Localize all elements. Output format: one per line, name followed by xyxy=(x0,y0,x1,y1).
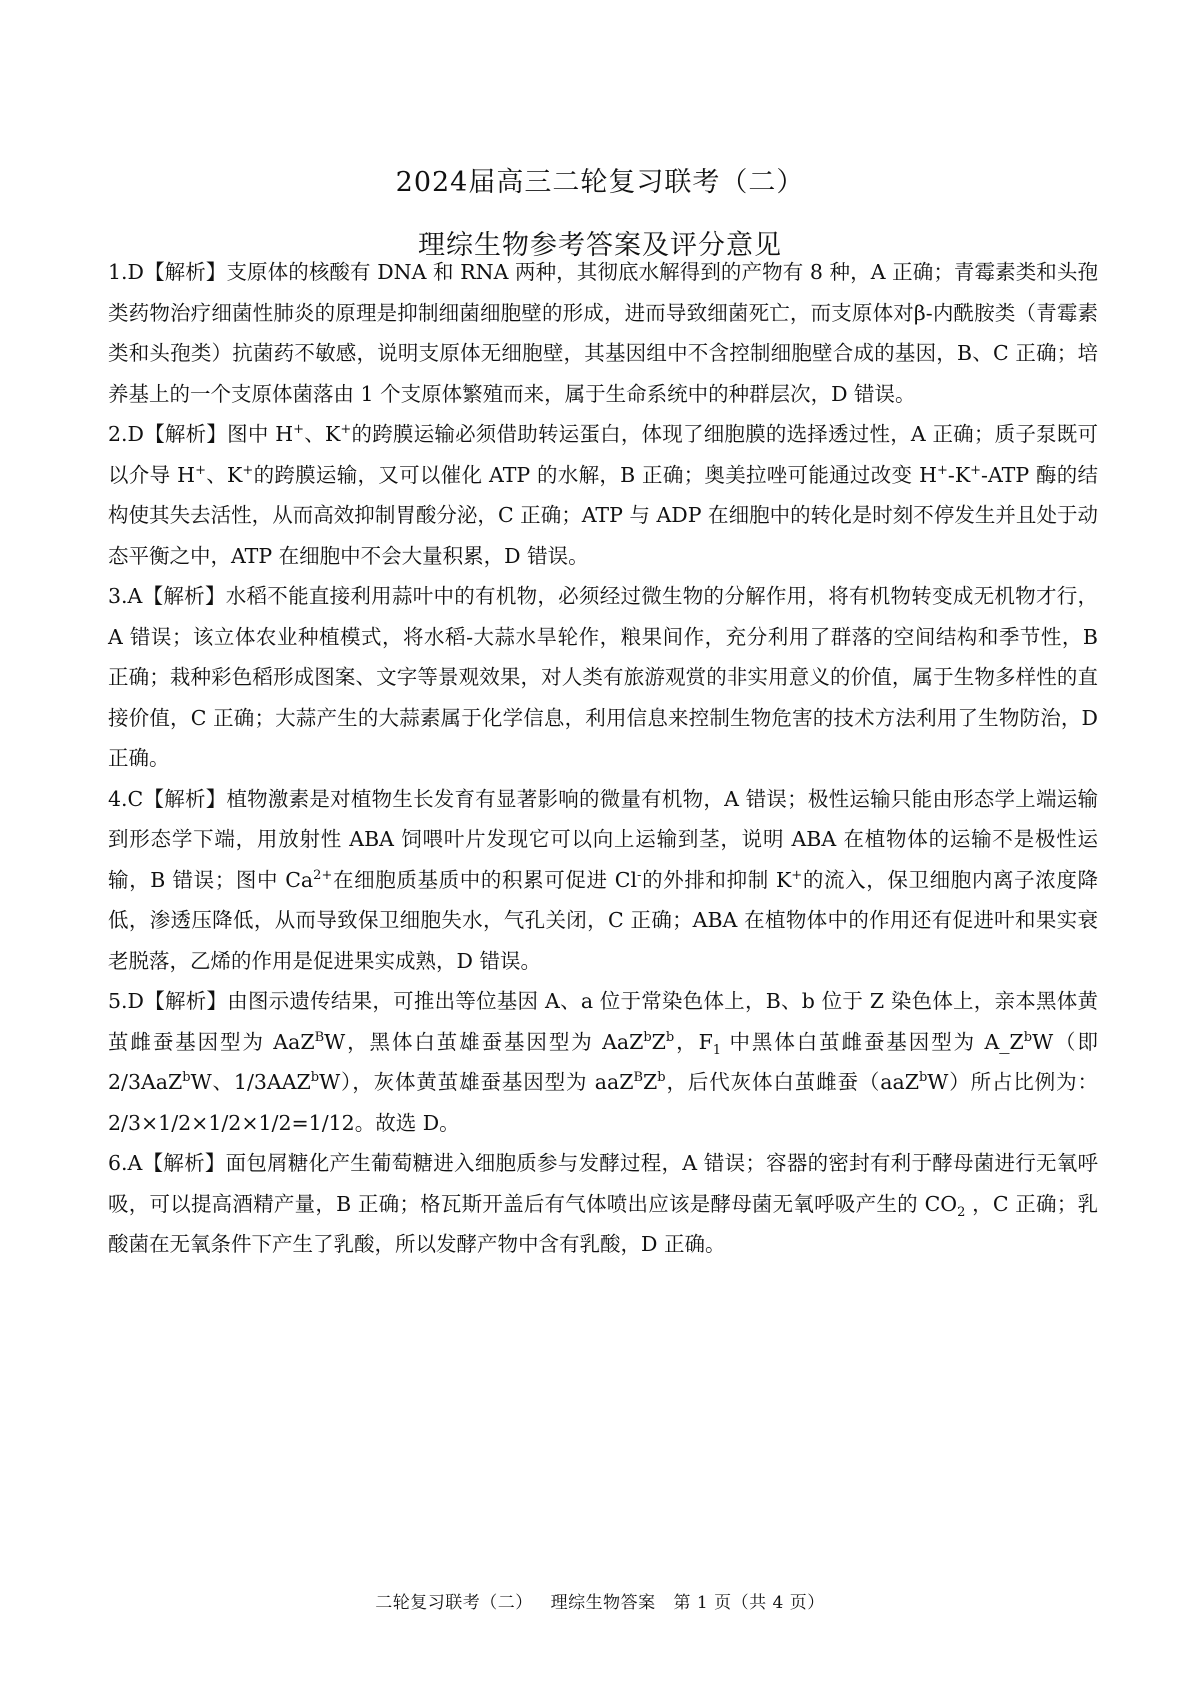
answer-2-text-0: 图中 H xyxy=(227,422,294,446)
page-footer xyxy=(0,1588,1200,1613)
answer-1 xyxy=(108,252,1098,414)
answer-3-text: 水稻不能直接利用蒜叶中的有机物，必须经过微生物的分解作用，将有机物转变成无机物才行，A 错误；该立体农业种植模式，将水稻-大蒜水旱轮作，粮果间作，充分利用了群落的空间结构和季节性，B 正确；栽种彩色稻形成图案、文字等景观效果，对人类有旅游观赏的非实用意义的价值，属于生物多样性的直接价值，C 正确；大蒜产生的大蒜素属于化学信息，利用信息来控制生物危害的技术方法利用了生物防治，D 正确。 xyxy=(108,584,1099,770)
answer-2-sup-7: + xyxy=(242,462,254,478)
answer-5-sup-13: b xyxy=(310,1070,320,1086)
answer-2-sup-11: + xyxy=(970,462,982,478)
answer-2-sup-1: + xyxy=(293,422,305,438)
answer-5-text-8: 中黑体白茧雌蚕基因型为 A_Z xyxy=(721,1029,1024,1054)
answer-4-sup-5: + xyxy=(791,867,803,883)
answer-5-text-0: 由图示遗传结果，可推出等位基因 A、a 位于常染色体上，B、b 位于 Z 染色体上，亲本黑体黄茧雌蚕基因型为 AaZ xyxy=(108,989,1099,1054)
answer-5-sub-7: 1 xyxy=(712,1042,722,1058)
answer-4 xyxy=(108,779,1098,982)
answer-5-text-20: W）所占比例为：2/3×1/2×1/2×1/2=1/12。故选 D。 xyxy=(108,1070,1099,1135)
answer-5-lead: 5.D【解析】 xyxy=(108,989,228,1013)
answer-5-sup-15: B xyxy=(633,1070,644,1086)
answer-1-lead: 1.D【解析】 xyxy=(108,260,227,284)
answer-2-sup-5: + xyxy=(195,462,206,478)
answer-5-sup-17: b xyxy=(657,1070,666,1086)
answer-2 xyxy=(108,414,1098,576)
answer-6-sub-1: 2 xyxy=(957,1204,966,1220)
answer-4-text-6: 的流入，保卫细胞内离子浓度降低，渗透压降低，从而导致保卫细胞失水，气孔关闭，C 正确；ABA 在植物体中的作用还有促进叶和果实衰老脱落，乙烯的作用是促进果实成熟，D 错误。 xyxy=(108,867,1098,973)
footer-subject: 理综生物答案 xyxy=(550,1593,656,1613)
answer-5-text-18: ，后代灰体白茧雌蚕（aaZ xyxy=(665,1070,919,1094)
footer-page-number: 第 1 页（共 4 页） xyxy=(673,1593,825,1613)
answer-2-text-8: 的跨膜运输，又可以催化 ATP 的水解，B 正确；奥美拉唑可能通过改变 H xyxy=(253,462,937,487)
answer-4-text-2: 在细胞质基质中的积累可促进 Cl xyxy=(332,867,638,892)
answer-5-text-12: W、1/3AAZ xyxy=(190,1070,311,1094)
answer-6-lead: 6.A【解析】 xyxy=(108,1151,226,1175)
document-title: 2024届高三二轮复习联考（二） xyxy=(395,167,805,198)
answer-5-text-2: W，黑体白茧雄蚕基因型为 AaZ xyxy=(324,1029,644,1054)
answer-list xyxy=(108,252,1098,1265)
answer-3-lead: 3.A【解析】 xyxy=(108,584,226,608)
answer-2-text-6: 、K xyxy=(205,462,243,487)
answer-4-sup-1: 2+ xyxy=(313,867,333,883)
answer-4-lead: 4.C【解析】 xyxy=(108,786,227,811)
answer-2-text-4: 的跨膜运输必须借助转运蛋白，体现了细胞膜的选择透过性，A 正确；质子泵既可以介导 H xyxy=(108,422,1098,487)
answer-5-sup-19: b xyxy=(918,1070,928,1086)
answer-6-text-2: ，C 正确；乳酸菌在无氧条件下产生了乳酸，所以发酵产物中含有乳酸，D 正确。 xyxy=(108,1191,1098,1256)
answer-2-text-10: -K xyxy=(947,462,971,487)
answer-2-text-2: 、K xyxy=(304,422,341,446)
answer-6-text-0: 面包屑糖化产生葡萄糖进入细胞质参与发酵过程，A 错误；容器的密封有利于酵母菌进行无氧呼吸，可以提高酒精产量，B 正确；格瓦斯开盖后有气体喷出应该是酵母菌无氧呼吸产生的 CO xyxy=(108,1151,1098,1216)
answer-5-text-16: Z xyxy=(643,1070,658,1094)
answer-5-text-6: ，F xyxy=(674,1029,713,1054)
answer-5 xyxy=(108,981,1098,1143)
answer-2-text-12: -ATP 酶的结构使其失去活性，从而高效抑制胃酸分泌，C 正确；ATP 与 ADP 在细胞中的转化是时刻不停发生并且处于动态平衡之中，ATP 在细胞中不会大量积累，D 错误。 xyxy=(108,462,1099,568)
answer-5-text-10: W（即 2/3AaZ xyxy=(108,1029,1098,1094)
document-subtitle: 理综生物参考答案及评分意见 xyxy=(418,230,782,261)
answer-5-sup-1: B xyxy=(314,1029,325,1045)
answer-4-sup-3: - xyxy=(637,867,642,883)
answer-5-sup-11: b xyxy=(182,1070,191,1086)
answer-5-sup-9: b xyxy=(1023,1029,1033,1045)
answer-4-text-4: 的外排和抑制 K xyxy=(641,867,792,892)
answer-6 xyxy=(108,1143,1098,1265)
answer-5-text-4: Z xyxy=(651,1029,666,1054)
answer-2-lead: 2.D【解析】 xyxy=(108,422,228,446)
answer-4-text-0: 植物激素是对植物生长发育有显著影响的微量有机物，A 错误；极性运输只能由形态学上端运输到形态学下端，用放射性 ABA 饲喂叶片发现它可以向上运输到茎，说明 ABA 在植物体的运输不是极性运输，B 错误；图中 Ca xyxy=(108,786,1098,892)
answer-2-sup-3: + xyxy=(340,422,352,438)
answer-5-text-14: W），灰体黄茧雄蚕基因型为 aaZ xyxy=(319,1070,634,1094)
answer-5-sup-5: b xyxy=(665,1029,675,1045)
footer-exam-name: 二轮复习联考（二） xyxy=(375,1593,533,1613)
answer-5-sup-3: b xyxy=(643,1029,652,1045)
answer-1-text: 支原体的核酸有 DNA 和 RNA 两种，其彻底水解得到的产物有 8 种，A 正确；青霉素类和头孢类药物治疗细菌性肺炎的原理是抑制细菌细胞壁的形成，进而导致细菌死亡，而支原体对β-内酰胺类（青霉素类和头孢类）抗菌药不敏感，说明支原体无细胞壁，其基因组中不含控制细胞壁合成的基因，B、C 正确；培养基上的一个支原体菌落由 1 个支原体繁殖而来，属于生命系统中的种群层次，D 错误。 xyxy=(108,260,1098,406)
answer-3 xyxy=(108,576,1098,779)
answer-2-sup-9: + xyxy=(936,462,948,478)
